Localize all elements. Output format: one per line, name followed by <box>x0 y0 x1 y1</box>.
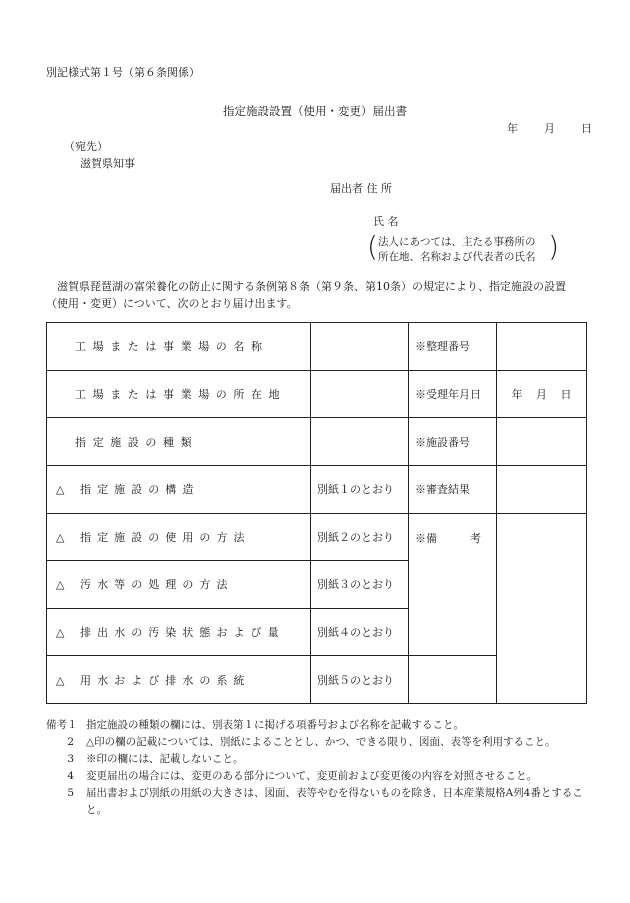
remark-number: 3 <box>67 753 74 765</box>
row-value: 別紙４のとおり <box>311 608 409 656</box>
review-result-value[interactable] <box>497 465 587 513</box>
applicant-note-line2: 所在地、名称および代表者の氏名 <box>378 251 536 263</box>
remark-item <box>46 751 591 768</box>
row-label: 工場または事業場の名称 <box>47 323 311 371</box>
row-value[interactable] <box>311 418 409 466</box>
remark-item <box>46 785 591 819</box>
remark-number: 4 <box>67 770 74 782</box>
remark-number: 2 <box>67 736 74 748</box>
remarks-section <box>46 717 591 819</box>
paren-right: ) <box>548 230 559 263</box>
applicant-note <box>367 232 559 264</box>
remarks-head: 備考１ <box>46 719 78 731</box>
remarks-label: ※備 考 <box>409 513 497 656</box>
row-value: 別紙１のとおり <box>311 465 409 513</box>
row-label: △ 排出水の汚染状態および量 <box>47 608 311 656</box>
facility-number-value[interactable] <box>497 418 587 466</box>
intro-text: 滋賀県琵琶湖の富栄養化の防止に関する条例第８条（第９条、第10条）の規定により、指定施設の設置（使用・変更）について、次のとおり届け出ます。 <box>46 280 566 310</box>
applicant-address-label: 届出者 住 所 <box>330 182 392 195</box>
remarks-label-empty <box>409 656 497 704</box>
row-label: 工場または事業場の所在地 <box>47 370 311 418</box>
remark-text: 指定施設の種類の欄には、別表第１に掲げる項番号および名称を記載すること。 <box>86 719 464 731</box>
date-day: 日 <box>581 122 592 135</box>
remark-item <box>46 717 591 734</box>
addressee: 滋賀県知事 <box>80 157 135 170</box>
row-value: 別紙５のとおり <box>311 656 409 704</box>
remark-text: 変更届出の場合には、変更のある部分について、変更前および変更後の内容を対照させること。 <box>86 770 538 782</box>
remark-text: 届出書および別紙の用紙の大きさは、図面、表等やむを得ないものを除き、日本産業規格A列4番とすること。 <box>86 787 583 816</box>
applicant-name-label: 氏 名 <box>373 215 399 228</box>
date-month: 月 <box>544 122 555 135</box>
row-label: △ 指定施設の使用の方法 <box>47 513 311 561</box>
received-date-label: ※受理年月日 <box>409 370 497 418</box>
remark-number: 5 <box>67 787 74 799</box>
remarks-value[interactable] <box>497 513 587 704</box>
received-date-value[interactable]: 年 月 日 <box>497 370 587 418</box>
addressee-label: （宛先） <box>64 140 108 153</box>
remark-text: ※印の欄には、記載しないこと。 <box>86 753 244 765</box>
row-label: △ 指定施設の構造 <box>47 465 311 513</box>
date-year: 年 <box>507 122 518 135</box>
row-label: △ 用水および排水の系統 <box>47 656 311 704</box>
row-value: 別紙３のとおり <box>311 561 409 609</box>
row-label: 指定施設の種類 <box>47 418 311 466</box>
row-label: △ 汚水等の処理の方法 <box>47 561 311 609</box>
remark-text: △印の欄の記載については、別紙によることとし、かつ、できる限り、図面、表等を利用すること。 <box>86 736 556 748</box>
remark-item <box>46 734 591 751</box>
document-title: 指定施設設置（使用・変更）届出書 <box>223 104 407 118</box>
row-value[interactable] <box>311 323 409 371</box>
remark-item <box>46 768 591 785</box>
row-value[interactable] <box>311 370 409 418</box>
facility-number-label: ※施設番号 <box>409 418 497 466</box>
reference-number-label: ※整理番号 <box>409 323 497 371</box>
applicant-note-line1: 法人にあつては、主たる事務所の <box>378 236 536 248</box>
date-line <box>507 120 592 136</box>
review-result-label: ※審査結果 <box>409 465 497 513</box>
facility-table <box>46 322 587 704</box>
paren-left: ( <box>367 230 378 263</box>
row-value: 別紙２のとおり <box>311 513 409 561</box>
form-number: 別記様式第１号（第６条関係） <box>46 66 200 79</box>
reference-number-value[interactable] <box>497 323 587 371</box>
